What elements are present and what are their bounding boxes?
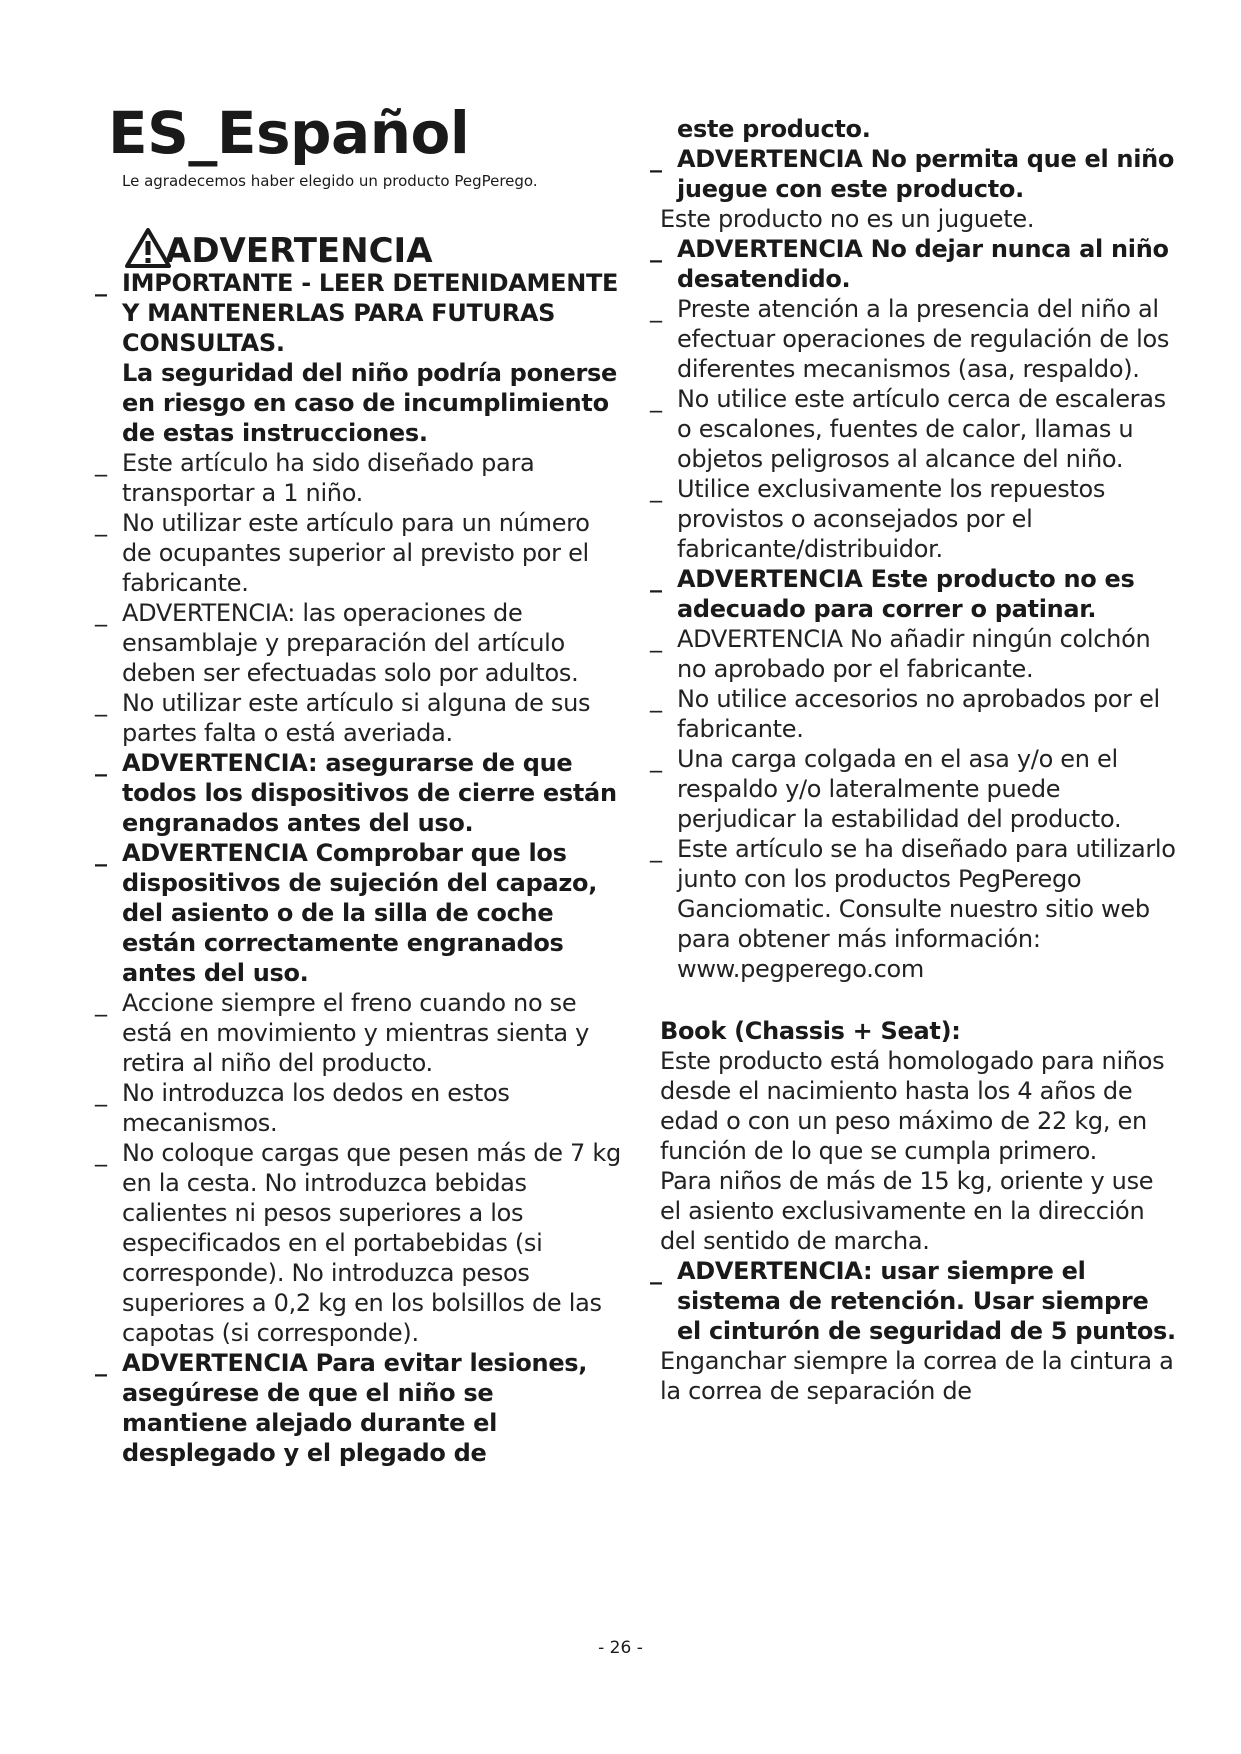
list-item: _ IMPORTANTE - LEER DETENIDAMENTE Y MANTENERLAS PARA FUTURAS CONSULTAS.: [95, 268, 623, 358]
continuation-text-end: Enganchar siempre la correa de la cintura a la correa de separación de: [660, 1347, 1174, 1405]
warning-heading-text: ADVERTENCIA: [165, 231, 433, 271]
list-item: _ Este artículo se ha diseñado para utilizarlo junto con los productos PegPerego Ganciomatic. Consulte nuestro sitio web para obtener más información: www.pegperego.com: [650, 834, 1180, 984]
safety-statement: La seguridad del niño podría ponerse en riesgo en caso de incumplimiento de estas instrucciones.: [122, 359, 618, 447]
list-item: _ No utilice este artículo cerca de escaleras o escalones, fuentes de calor, llamas u objetos peligrosos al alcance del niño.: [650, 384, 1180, 474]
right-column: [650, 114, 1180, 1406]
list-item: _ ADVERTENCIA No añadir ningún colchón no aprobado por el fabricante.: [650, 624, 1180, 684]
warning-heading: [125, 228, 433, 271]
list-item: _ Preste atención a la presencia del niño al efectuar operaciones de regulación de los diferentes mecanismos (asa, respaldo).: [650, 294, 1180, 384]
list-item: _ No introduzca los dedos en estos mecanismos.: [95, 1078, 623, 1138]
book-text-orientation: Para niños de más de 15 kg, oriente y use el asiento exclusivamente en la dirección del sentido de marcha.: [660, 1167, 1154, 1255]
list-item: _ No utilice accesorios no aprobados por el fabricante.: [650, 684, 1180, 744]
list-item: _ Una carga colgada en el asa y/o en el respaldo y/o lateralmente puede perjudicar la estabilidad del producto.: [650, 744, 1180, 834]
no-toy-note: Este producto no es un juguete.: [660, 205, 1035, 233]
list-item: _ ADVERTENCIA Este producto no es adecuado para correr o patinar.: [650, 564, 1180, 624]
continuation-text: este producto.: [677, 115, 871, 143]
list-item: _ ADVERTENCIA No dejar nunca al niño desatendido.: [650, 234, 1180, 294]
book-heading: Book (Chassis + Seat):: [660, 1017, 961, 1045]
left-column: [95, 268, 623, 1468]
list-item: _ Este artículo ha sido diseñado para transportar a 1 niño.: [95, 448, 623, 508]
page-number: - 26 -: [598, 1638, 643, 1658]
list-item: _ ADVERTENCIA No permita que el niño juegue con este producto.: [650, 144, 1180, 204]
list-item: _ Accione siempre el freno cuando no se está en movimiento y mientras sienta y retira al niño del producto.: [95, 988, 623, 1078]
list-item: _ Utilice exclusivamente los repuestos provistos o aconsejados por el fabricante/distribuidor.: [650, 474, 1180, 564]
section-spacer: [650, 984, 1180, 1016]
list-item: _ ADVERTENCIA Comprobar que los dispositivos de sujeción del capazo, del asiento o de la silla de coche están correctamente engranados antes del uso.: [95, 838, 623, 988]
list-item: _ ADVERTENCIA: usar siempre el sistema de retención. Usar siempre el cinturón de seguridad de 5 puntos.: [650, 1256, 1180, 1346]
list-item: _ ADVERTENCIA Para evitar lesiones, asegúrese de que el niño se mantiene alejado durante el desplegado y el plegado de: [95, 1348, 623, 1468]
list-item: _ ADVERTENCIA: las operaciones de ensamblaje y preparación del artículo deben ser efectuadas solo por adultos.: [95, 598, 623, 688]
thanks-note: Le agradecemos haber elegido un producto PegPerego.: [122, 172, 538, 190]
page-title: ES_Español: [108, 99, 470, 167]
book-text-age: Este producto está homologado para niños desde el nacimiento hasta los 4 años de edad o con un peso máximo de 22 kg, en función de lo que se cumpla primero.: [660, 1047, 1165, 1165]
list-item: _ No utilizar este artículo para un número de ocupantes superior al previsto por el fabricante.: [95, 508, 623, 598]
list-item: _ ADVERTENCIA: asegurarse de que todos los dispositivos de cierre están engranados antes del uso.: [95, 748, 623, 838]
list-item: _ No coloque cargas que pesen más de 7 kg en la cesta. No introduzca bebidas calientes ni pesos superiores a los especificados en el portabebidas (si corresponde). No introduzca pesos superiores a 0,2 kg en los bolsillos de las capotas (si corresponde).: [95, 1138, 623, 1348]
list-item: _ No utilizar este artículo si alguna de sus partes falta o está averiada.: [95, 688, 623, 748]
